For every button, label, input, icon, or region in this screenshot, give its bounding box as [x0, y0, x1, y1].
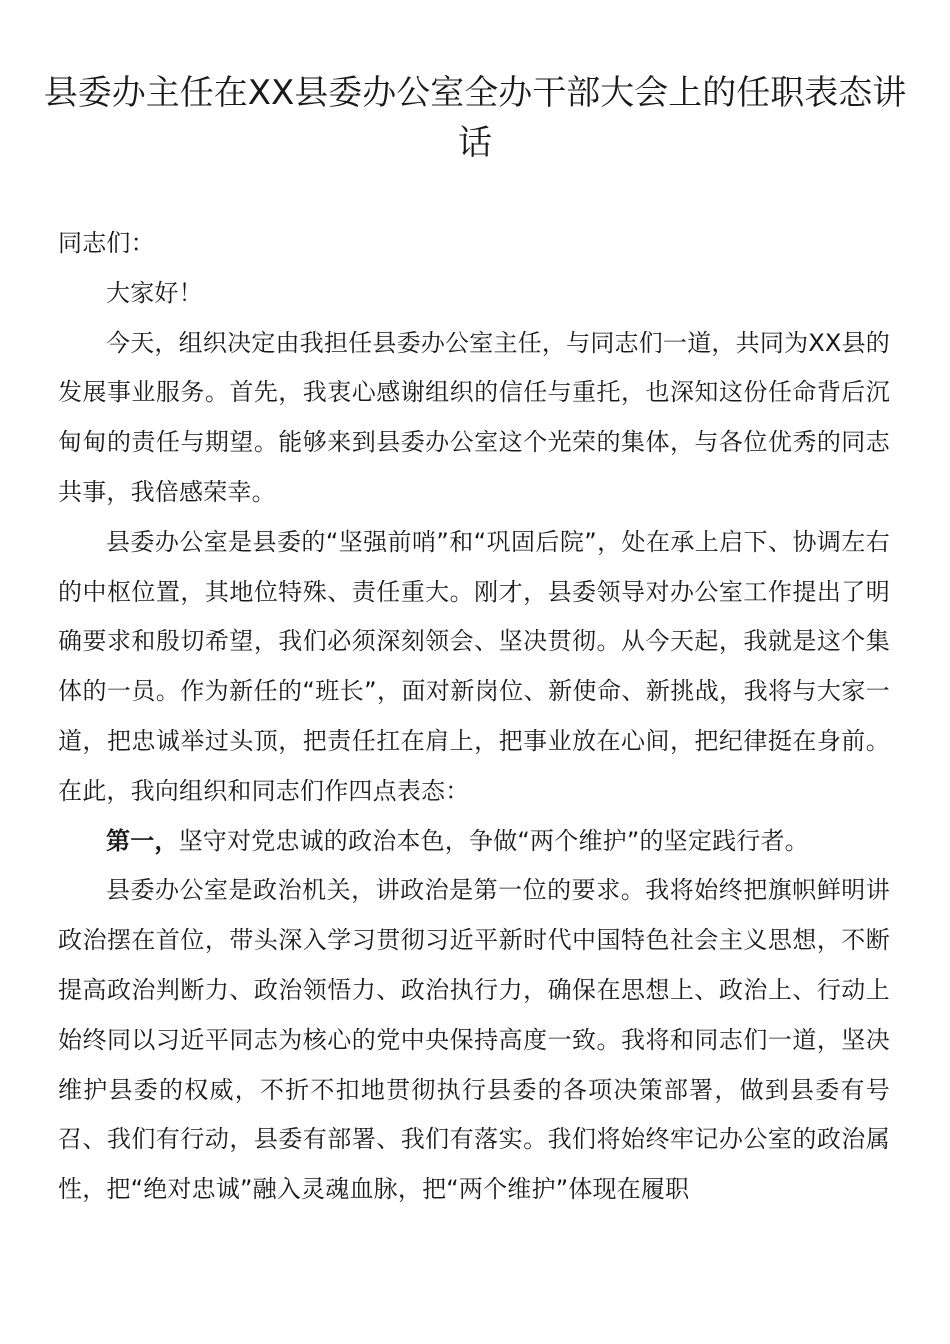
paragraph-point-one: 县委办公室是政治机关，讲政治是第一位的要求。我将始终把旗帜鲜明讲政治摆在首位，带头深入学习贯彻习近平新时代中国特色社会主义思想，不断提高政治判断力、政治领悟力、政治执行力，确保在思想上、政治上、行动上始终同以习近平同志为核心的党中央保持高度一致。我将和同志们一道，坚决维护县委的权威，不折不扣地贯彻执行县委的各项决策部署，做到县委有号召、我们有行动，县委有部署、我们有落实。我们将始终牢记办公室的政治属性，把“绝对忠诚”融入灵魂血脉，把“两个维护”体现在履职 — [58, 876, 890, 1204]
paragraph-role: 县委办公室是县委的“坚强前哨”和“巩固后院”，处在承上启下、协调左右的中枢位置，其地位特殊、责任重大。刚才，县委领导对办公室工作提出了明确要求和殷切希望，我们必须深刻领会、坚决贯彻。从今天起，我就是这个集体的一员。作为新任的“班长”，面对新岗位、新使命、新挑战，我将与大家一道，把忠诚举过头顶，把责任扛在肩上，把事业放在心间，把纪律挺在身前。在此，我向组织和同志们作四点表态： — [58, 527, 890, 805]
point-one-label: 第一， — [106, 826, 179, 855]
point-one-text: 坚守对党忠诚的政治本色，争做“两个维护”的坚定践行者。 — [178, 826, 809, 855]
point-one-heading — [58, 817, 890, 867]
document-title: 县委办主任在XX县委办公室全办干部大会上的任职表态讲话 — [43, 73, 907, 163]
greeting: 大家好！ — [106, 278, 203, 307]
document-body — [58, 219, 890, 1215]
salutation: 同志们： — [58, 229, 155, 257]
paragraph-intro: 今天，组织决定由我担任县委办公室主任，与同志们一道，共同为XX县的发展事业服务。首先，我衷心感谢组织的信任与重托，也深知这份任命背后沉甸甸的责任与期望。能够来到县委办公室这个光荣的集体，与各位优秀的同志共事，我倍感荣幸。 — [58, 328, 890, 506]
